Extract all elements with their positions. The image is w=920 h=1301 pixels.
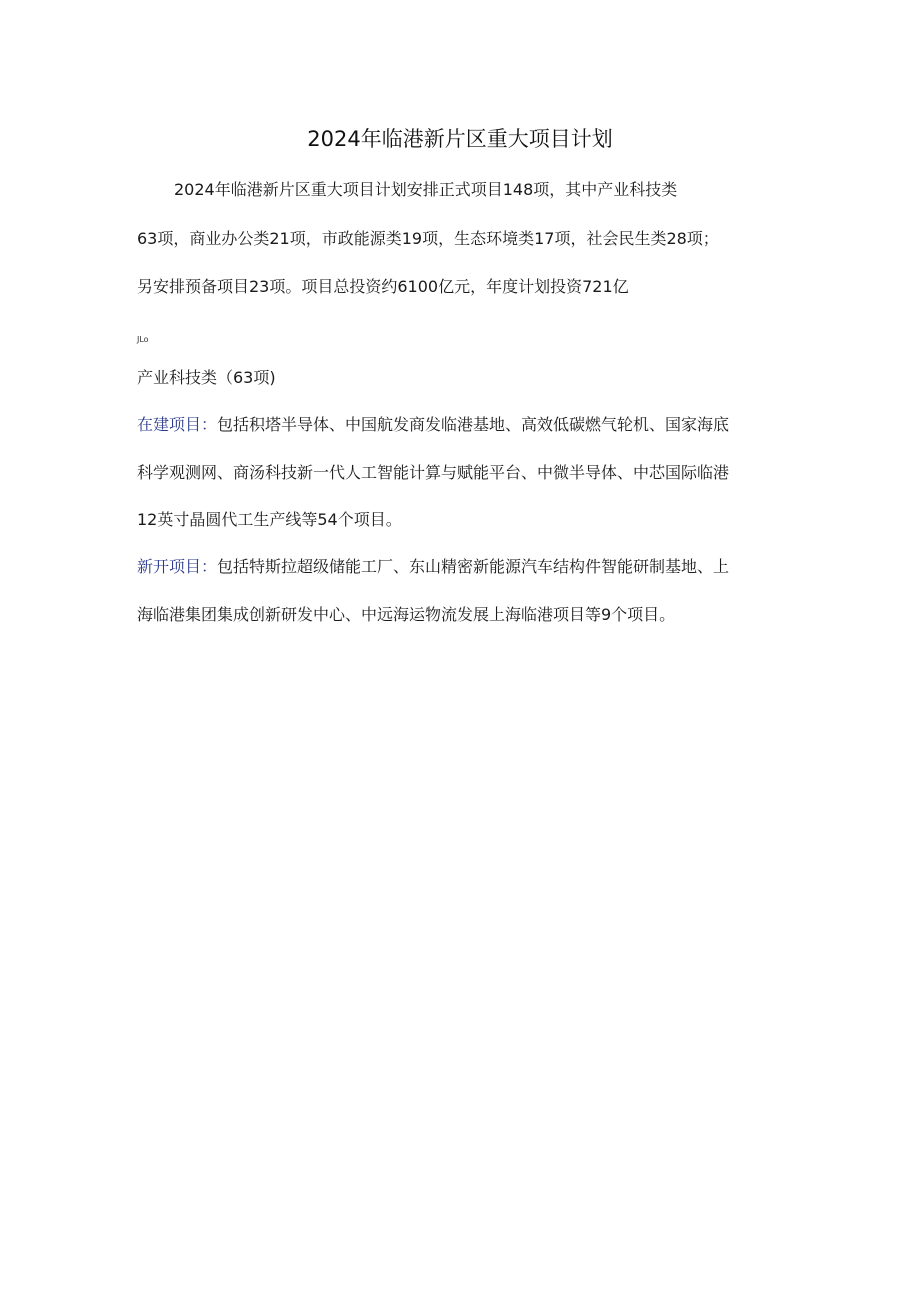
newly-started-line-2: 海临港集团集成创新研发中心、中远海运物流发展上海临港项目等9个项目。 [137,605,676,624]
intro-line-1: 2024年临港新片区重大项目计划安排正式项目148项，其中产业科技类 [174,180,678,199]
in-construction-label: 在建项目： [137,415,218,434]
in-construction-paragraph-line-1 [137,414,729,436]
in-construction-text-1: 包括积塔半导体、中国航发商发临港基地、高效低碳燃气轮机、国家海底 [217,415,730,434]
small-mark-text: JLo [137,335,149,344]
newly-started-paragraph-line-1 [137,556,729,578]
newly-started-text-1: 包括特斯拉超级储能工厂、东山精密新能源汽车结构件智能研制基地、上 [217,557,730,576]
newly-started-label: 新开项目： [137,557,218,576]
in-construction-line-2: 科学观测网、商汤科技新一代人工智能计算与赋能平台、中微半导体、中芯国际临港 [137,463,730,482]
in-construction-line-3: 12英寸晶圆代工生产线等54个项目。 [137,510,402,529]
section-heading: 产业科技类（63项) [137,368,276,387]
intro-line-2: 63项，商业办公类21项，市政能源类19项，生态环境类17项，社会民生类28项； [137,229,719,248]
intro-line-3: 另安排预备项目23项。项目总投资约6100亿元，年度计划投资721亿 [137,277,629,296]
document-title: 2024年临港新片区重大项目计划 [307,127,613,151]
